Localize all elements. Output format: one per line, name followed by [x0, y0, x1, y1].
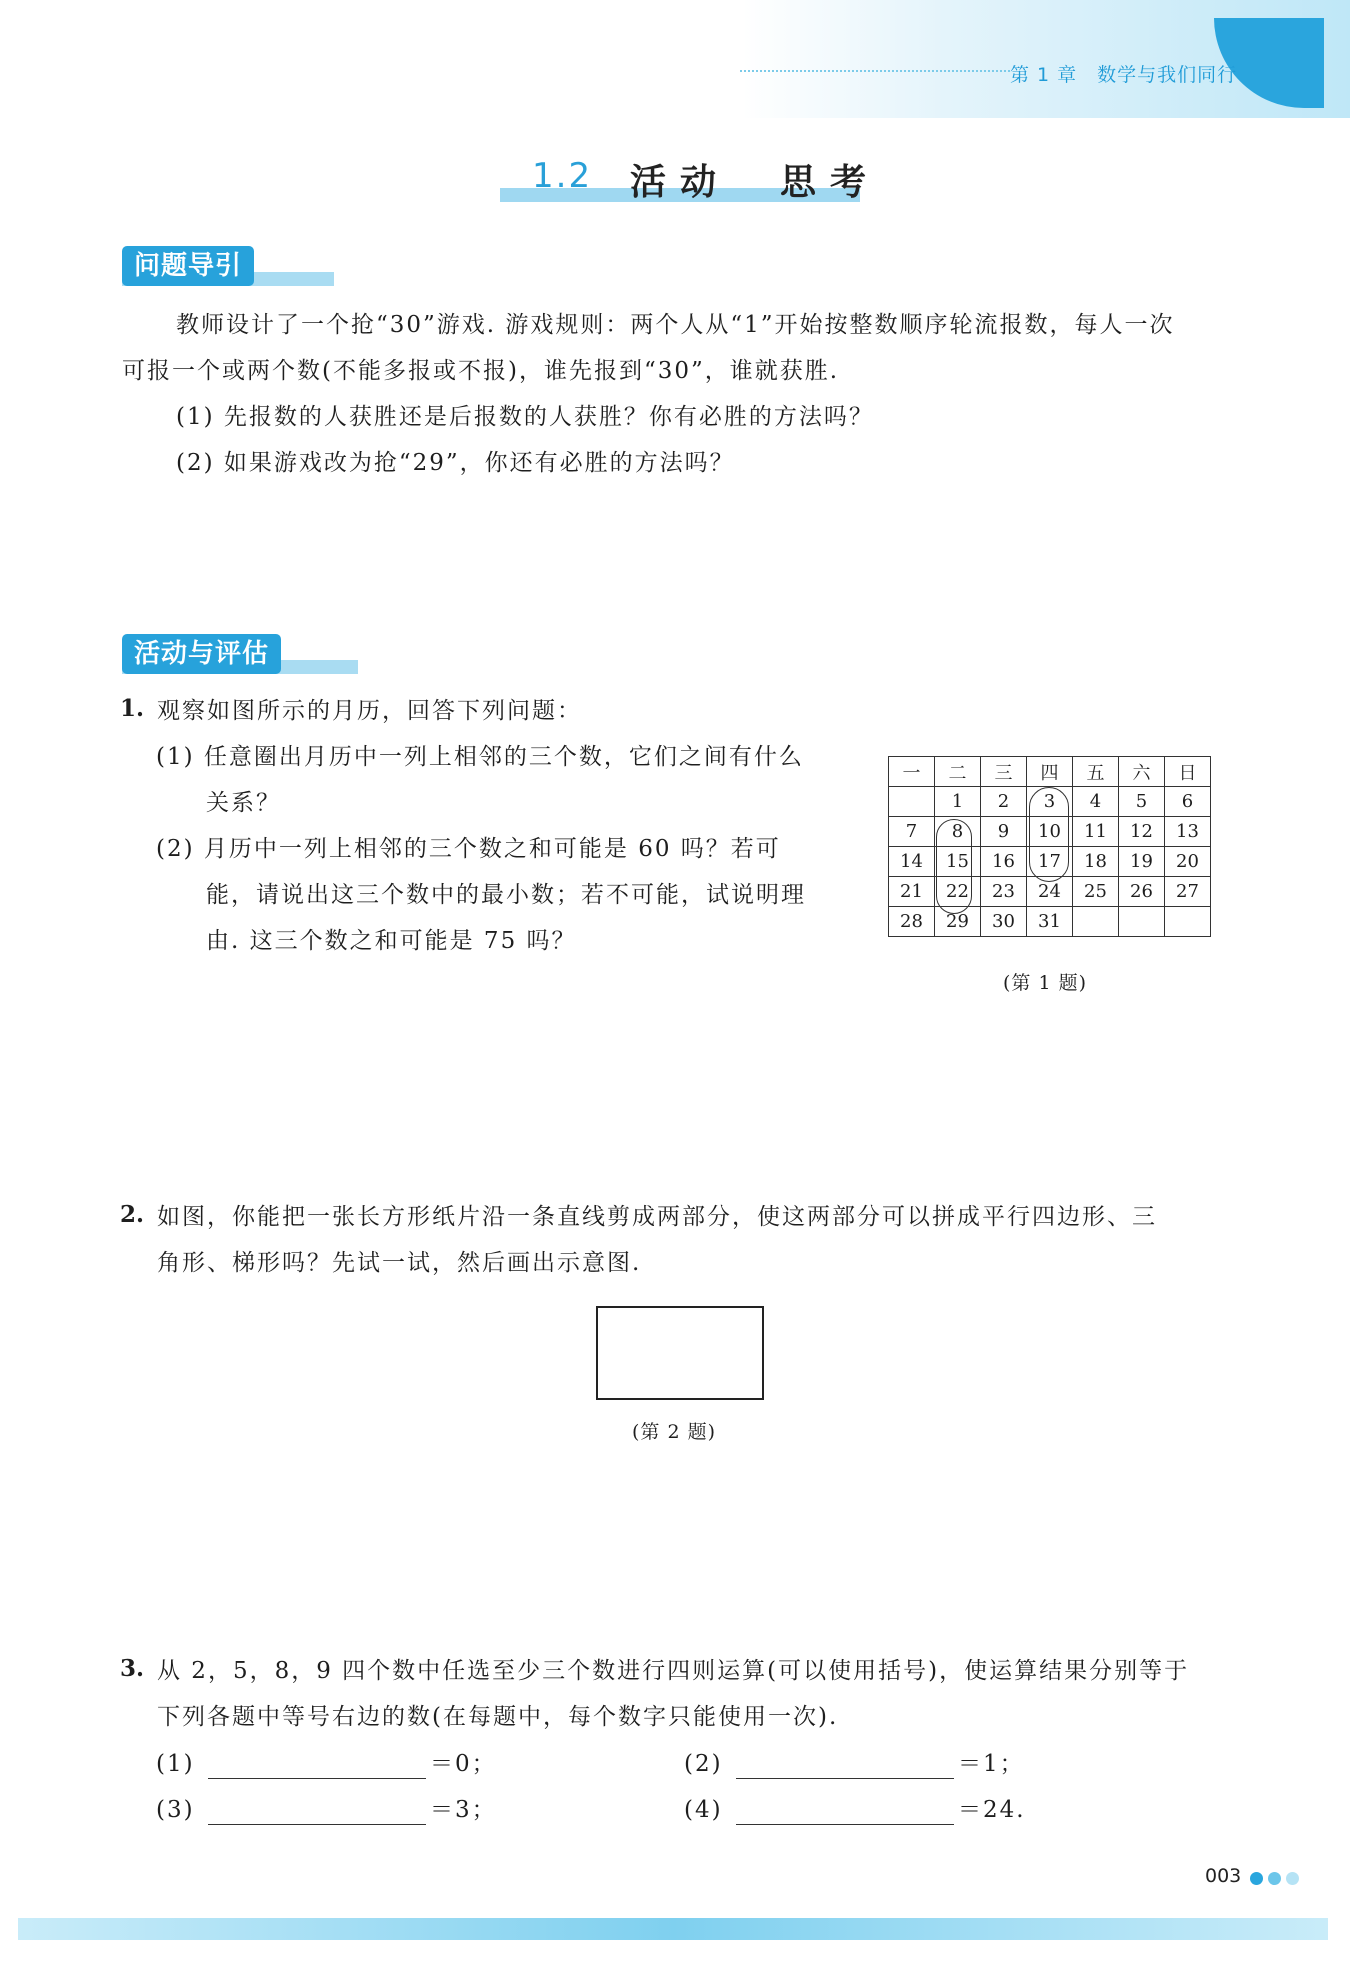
answer-blank-2[interactable] [736, 1752, 954, 1779]
problem-1-part-1-line-2: 关系？ [206, 790, 281, 816]
weekday-cell: 日 [1165, 757, 1211, 787]
calendar-header-row [889, 757, 1211, 787]
date-cell: 16 [981, 847, 1027, 877]
weekday-cell: 六 [1119, 757, 1165, 787]
guide-question-2: (2) 如果游戏改为抢“29”，你还有必胜的方法吗？ [176, 450, 735, 476]
section-title: 活动 思考 [630, 162, 881, 203]
date-cell: 17 [1027, 847, 1073, 877]
weekday-cell: 三 [981, 757, 1027, 787]
problem-1-part-2-line-1: (2) 月历中一列上相邻的三个数之和可能是 60 吗？若可 [156, 836, 781, 862]
problem-3-item-1-result: ＝0； [430, 1751, 497, 1777]
date-cell: 30 [981, 907, 1027, 937]
date-cell [1073, 907, 1119, 937]
date-cell: 22 [935, 877, 981, 907]
date-cell: 7 [889, 817, 935, 847]
problem-1-number: 1. [120, 695, 145, 722]
page-dot-icon [1250, 1872, 1263, 1885]
chapter-label: 第 1 章 数学与我们同行 [1010, 64, 1238, 86]
problem-3-item-3-label: (3) [156, 1797, 195, 1823]
date-cell: 1 [935, 787, 981, 817]
page-dot-icon [1268, 1872, 1281, 1885]
guide-line-1: 教师设计了一个抢“30”游戏. 游戏规则：两个人从“1”开始按整数顺序轮流报数，每人一次 [176, 312, 1175, 338]
date-cell: 25 [1073, 877, 1119, 907]
date-cell: 19 [1119, 847, 1165, 877]
problem-3-item-2-result: ＝1； [958, 1751, 1025, 1777]
date-cell: 3 [1027, 787, 1073, 817]
circled-column-8-15-22 [936, 819, 972, 914]
guide-badge: 问题导引 [122, 246, 254, 286]
problem-1-part-1-line-1: (1) 任意圈出月历中一列上相邻的三个数，它们之间有什么 [156, 744, 804, 770]
date-cell [1119, 907, 1165, 937]
date-cell: 6 [1165, 787, 1211, 817]
weekday-cell: 五 [1073, 757, 1119, 787]
problem-3-line-2: 下列各题中等号右边的数(在每题中，每个数字只能使用一次). [157, 1704, 839, 1730]
date-cell [1165, 907, 1211, 937]
date-cell: 10 [1027, 817, 1073, 847]
date-cell: 2 [981, 787, 1027, 817]
problem-2-line-2: 角形、梯形吗？先试一试，然后画出示意图. [157, 1250, 642, 1276]
date-cell [889, 787, 935, 817]
page-dot-icon [1286, 1872, 1299, 1885]
date-cell: 11 [1073, 817, 1119, 847]
weekday-cell: 二 [935, 757, 981, 787]
rectangle-figure [596, 1306, 764, 1400]
problem-2-line-1: 如图，你能把一张长方形纸片沿一条直线剪成两部分，使这两部分可以拼成平行四边形、三 [157, 1204, 1157, 1230]
date-cell: 26 [1119, 877, 1165, 907]
date-cell: 9 [981, 817, 1027, 847]
date-cell: 4 [1073, 787, 1119, 817]
figure-1-caption: (第 1 题) [1003, 972, 1087, 994]
date-cell: 12 [1119, 817, 1165, 847]
weekday-cell: 四 [1027, 757, 1073, 787]
problem-1-stem: 观察如图所示的月历，回答下列问题： [157, 698, 582, 724]
date-cell: 27 [1165, 877, 1211, 907]
problem-3-item-4-label: (4) [684, 1797, 723, 1823]
header-band [0, 0, 1350, 118]
problem-1-part-2-line-3: 由. 这三个数之和可能是 75 吗？ [206, 928, 577, 954]
date-cell: 15 [935, 847, 981, 877]
problem-3-number: 3. [120, 1655, 145, 1682]
date-cell: 31 [1027, 907, 1073, 937]
date-cell: 13 [1165, 817, 1211, 847]
calendar-row [889, 907, 1211, 937]
answer-blank-1[interactable] [208, 1752, 426, 1779]
problem-1-part-2-line-2: 能，请说出这三个数中的最小数；若不可能，试说明理 [206, 882, 806, 908]
date-cell: 5 [1119, 787, 1165, 817]
date-cell: 28 [889, 907, 935, 937]
date-cell: 14 [889, 847, 935, 877]
guide-question-1: (1) 先报数的人获胜还是后报数的人获胜？你有必胜的方法吗？ [176, 404, 874, 430]
date-cell: 8 [935, 817, 981, 847]
date-cell: 24 [1027, 877, 1073, 907]
date-cell: 29 [935, 907, 981, 937]
circled-column-3-10-17 [1029, 787, 1069, 882]
answer-blank-3[interactable] [208, 1798, 426, 1825]
weekday-cell: 一 [889, 757, 935, 787]
page-number: 003 [1205, 1865, 1242, 1887]
problem-2-number: 2. [120, 1201, 145, 1228]
header-dotted-line [740, 70, 1010, 72]
date-cell: 23 [981, 877, 1027, 907]
problem-3-line-1: 从 2，5，8，9 四个数中任选至少三个数进行四则运算(可以使用括号)，使运算结果分别等于 [157, 1658, 1190, 1684]
section-number: 1.2 [532, 156, 593, 196]
figure-2-caption: (第 2 题) [632, 1421, 716, 1443]
footer-band [18, 1918, 1328, 1940]
problem-3-item-1-label: (1) [156, 1751, 195, 1777]
date-cell: 20 [1165, 847, 1211, 877]
problem-3-item-2-label: (2) [684, 1751, 723, 1777]
answer-blank-4[interactable] [736, 1798, 954, 1825]
guide-line-2: 可报一个或两个数(不能多报或不报)，谁先报到“30”，谁就获胜. [122, 358, 840, 384]
problem-3-item-3-result: ＝3； [430, 1797, 497, 1823]
date-cell: 21 [889, 877, 935, 907]
date-cell: 18 [1073, 847, 1119, 877]
problem-3-item-4-result: ＝24. [958, 1797, 1026, 1823]
activity-badge: 活动与评估 [122, 634, 281, 674]
